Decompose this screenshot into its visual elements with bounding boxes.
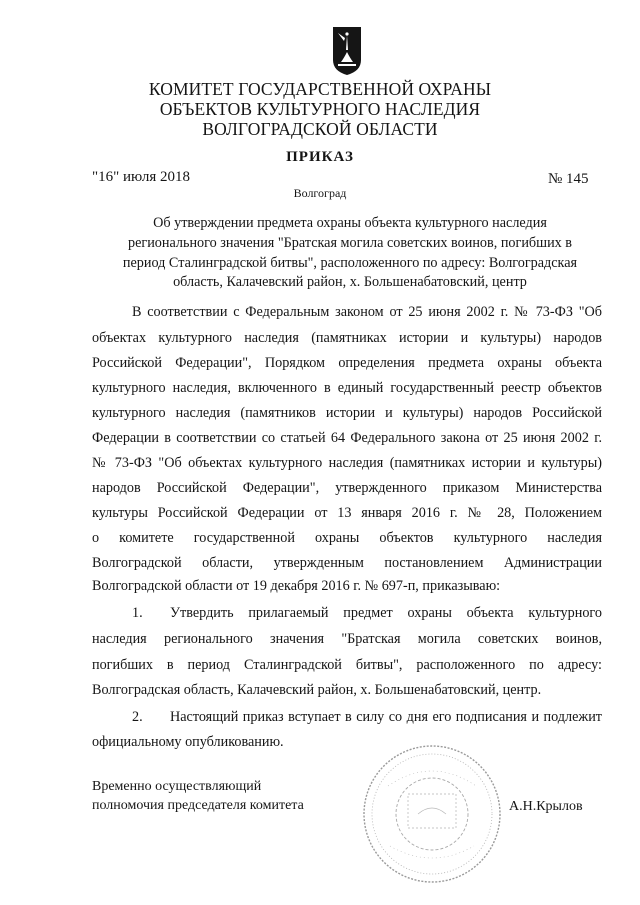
subject-line: период Сталинградской битвы", расположенного по адресу: Волгоградская [122, 255, 578, 271]
body-line: В соответствии с Федеральным законом от 25 июня 2002 г. № 73-ФЗ "Об [132, 304, 602, 320]
body-line: № 73-ФЗ "Об объектах культурного наследия (памятниках истории и культуры) [92, 455, 602, 471]
body-line: культурного наследия, включенного в единый государственный реестр объектов [92, 380, 602, 396]
org-name-line-1: КОМИТЕТ ГОСУДАРСТВЕННОЙ ОХРАНЫ [148, 79, 492, 99]
signatory-position-line: полномочия председателя комитета [92, 798, 304, 813]
signatory-position-line: Временно осуществляющий [92, 779, 262, 794]
body-line: Волгоградской области, утвержденным постановлением Администрации [92, 555, 602, 571]
org-name-line-3: ВОЛГОГРАДСКОЙ ОБЛАСТИ [202, 119, 438, 139]
item-line: Настоящий приказ вступает в силу со дня его подписания и подлежит [170, 709, 602, 725]
official-seal [360, 742, 504, 886]
subject-line: регионального значения "Братская могила советских воинов, погибших в [128, 235, 572, 251]
body-line: культуры Российской Федерации от 13 января 2016 г. № 28, Положением [92, 505, 602, 521]
item-line: погибших в период Сталинградской битвы", расположенного по адресу: [92, 657, 602, 673]
item-line: Волгоградская область, Калачевский район, х. Большенабатовский, центр. [92, 682, 542, 698]
subject-line: Об утверждении предмета охраны объекта культурного наследия [153, 215, 547, 231]
order-number: № 145 [548, 171, 589, 187]
volgograd-emblem-icon [332, 26, 362, 76]
body-line: культурного наследия (памятников истории и культуры) народов Российской [92, 405, 602, 421]
subject-line: область, Калачевский район, х. Большенабатовский, центр [173, 274, 527, 290]
item-line: Утвердить прилагаемый предмет охраны объекта культурного [170, 605, 602, 621]
item-line: наследия регионального значения "Братская могила советских воинов, [92, 631, 602, 647]
order-date: "16" июля 2018 [92, 169, 190, 185]
body-line: Российской Федерации", Порядком определения предмета охраны объекта [92, 355, 602, 371]
body-line: объектах культурного наследия (памятниках истории и культуры) народов [92, 330, 602, 346]
body-line: о комитете государственной охраны объектов культурного наследия [92, 530, 602, 546]
doc-type-title: ПРИКАЗ [286, 149, 354, 165]
org-name-line-2: ОБЪЕКТОВ КУЛЬТУРНОГО НАСЛЕДИЯ [159, 99, 481, 119]
order-city: Волгоград [293, 186, 347, 200]
item-number: 1. [132, 605, 143, 621]
body-line: Волгоградской области от 19 декабря 2016 г. № 697-п, приказываю: [92, 578, 501, 594]
body-line: Федерации в соответствии со статьей 64 Федерального закона от 25 июня 2002 г. [92, 430, 602, 446]
body-line: народов Российской Федерации", утвержденного приказом Министерства [92, 480, 602, 496]
signatory-name: А.Н.Крылов [509, 799, 583, 814]
item-number: 2. [132, 709, 143, 725]
item-line: официальному опубликованию. [92, 734, 284, 750]
